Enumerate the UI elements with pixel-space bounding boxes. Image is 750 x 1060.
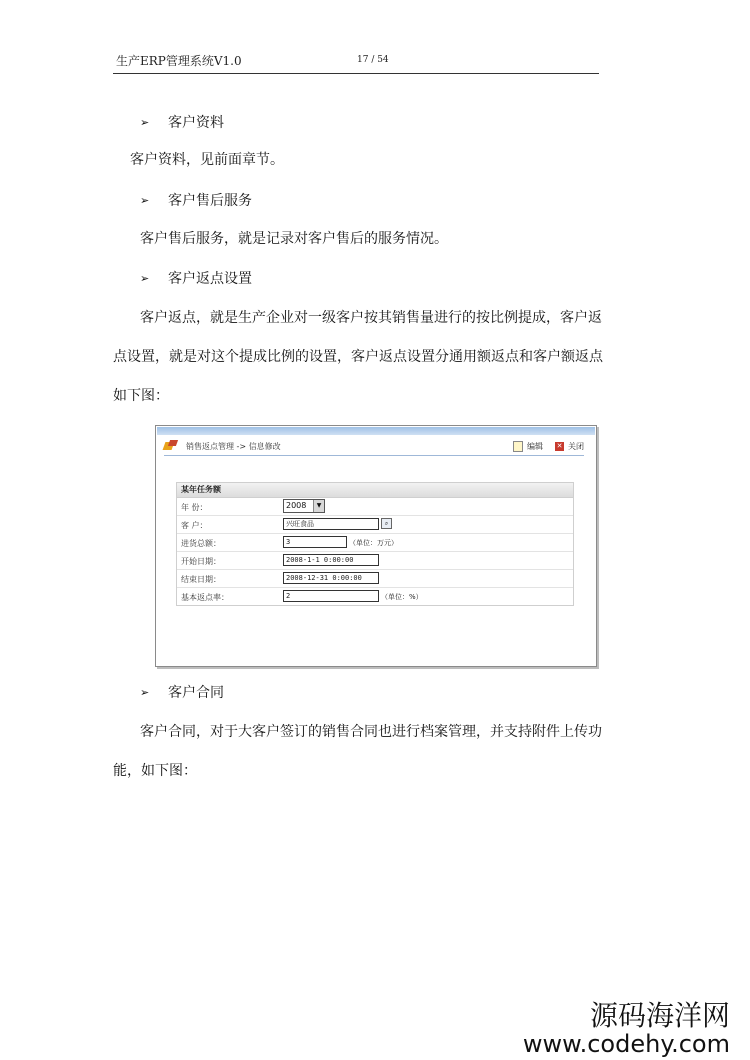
- paragraph-customer-info: 客户资料，见前面章节。: [130, 152, 284, 168]
- customer-label: 客 户：: [181, 521, 208, 530]
- customer-input[interactable]: 兴旺食品: [283, 518, 379, 530]
- heading-text: 客户返点设置: [168, 271, 252, 287]
- arrow-bullet-icon: ➢: [140, 115, 150, 129]
- section-heading-customer-info: [140, 112, 224, 132]
- form-row-end-date: [177, 570, 573, 588]
- paragraph-after-sales: 客户售后服务，就是记录对客户售后的服务情况。: [140, 231, 448, 247]
- arrow-bullet-icon: ➢: [140, 193, 150, 207]
- form-row-start-date: [177, 552, 573, 570]
- paragraph-contract-line-2: 能，如下图：: [113, 763, 197, 779]
- watermark-name: 源码海洋网: [589, 999, 730, 1032]
- paragraph-rebate-line-3: 如下图：: [113, 388, 169, 404]
- year-value: 2008: [286, 501, 307, 510]
- chevron-down-icon[interactable]: ▼: [313, 500, 324, 512]
- year-select[interactable]: [283, 499, 325, 513]
- form-row-customer: [177, 516, 573, 534]
- edit-icon: [513, 441, 523, 452]
- close-label: 关闭: [568, 441, 584, 451]
- section-heading-after-sales: [140, 190, 252, 210]
- paragraph-contract-line-1: 客户合同，对于大客户签订的销售合同也进行档案管理，并支持附件上传功: [140, 724, 602, 740]
- heading-text: 客户售后服务: [168, 193, 252, 209]
- title-bar: [164, 437, 584, 456]
- start-date-input[interactable]: 2008-1-1 0:00:00: [283, 554, 379, 566]
- year-label: 年 份：: [181, 503, 208, 512]
- form-row-purchase-total: [177, 534, 573, 552]
- end-date-label: 结束日期：: [181, 575, 221, 584]
- paragraph-rebate-line-2: 点设置，就是对这个提成比例的设置，客户返点设置分通用额返点和客户额返点: [113, 349, 603, 365]
- form-row-year: [177, 498, 573, 516]
- watermark-url: www.codehy.com: [522, 1030, 730, 1058]
- close-icon: ✕: [556, 441, 563, 450]
- purchase-total-unit: （单位：万元）: [349, 539, 398, 547]
- rebate-form: [176, 482, 574, 606]
- base-rebate-rate-label: 基本返点率：: [181, 593, 229, 602]
- form-row-base-rebate-rate: [177, 588, 573, 605]
- start-date-label: 开始日期：: [181, 557, 221, 566]
- section-heading-rebate-settings: [140, 268, 252, 288]
- breadcrumb: 销售返点管理 -> 信息修改: [186, 441, 281, 451]
- heading-text: 客户合同: [168, 685, 224, 701]
- page-number: 17 / 54: [357, 55, 389, 65]
- arrow-bullet-icon: ➢: [140, 685, 150, 699]
- rebate-edit-screenshot: [155, 425, 597, 667]
- close-button[interactable]: [555, 441, 584, 452]
- heading-text: 客户资料: [168, 115, 224, 131]
- header-divider: [113, 73, 599, 74]
- window-top-bar: [157, 427, 595, 435]
- purchase-total-label: 进货总额：: [181, 539, 221, 548]
- base-rebate-rate-unit: （单位：%）: [381, 593, 423, 601]
- edit-label: 编辑: [527, 441, 543, 451]
- edit-button[interactable]: [513, 441, 543, 452]
- lookup-icon[interactable]: ⌕: [381, 518, 392, 529]
- watermark: [523, 1001, 730, 1057]
- purchase-total-input[interactable]: 3: [283, 536, 347, 548]
- form-title: 某年任务额: [177, 483, 573, 498]
- document-header-title: 生产ERP管理系统V1.0: [116, 54, 242, 68]
- base-rebate-rate-input[interactable]: 2: [283, 590, 379, 602]
- paragraph-rebate-line-1: 客户返点，就是生产企业对一级客户按其销售量进行的按比例提成，客户返: [140, 310, 602, 326]
- arrow-bullet-icon: ➢: [140, 271, 150, 285]
- section-heading-customer-contract: [140, 682, 224, 702]
- end-date-input[interactable]: 2008-12-31 0:00:00: [283, 572, 379, 584]
- app-logo-icon: [164, 440, 178, 452]
